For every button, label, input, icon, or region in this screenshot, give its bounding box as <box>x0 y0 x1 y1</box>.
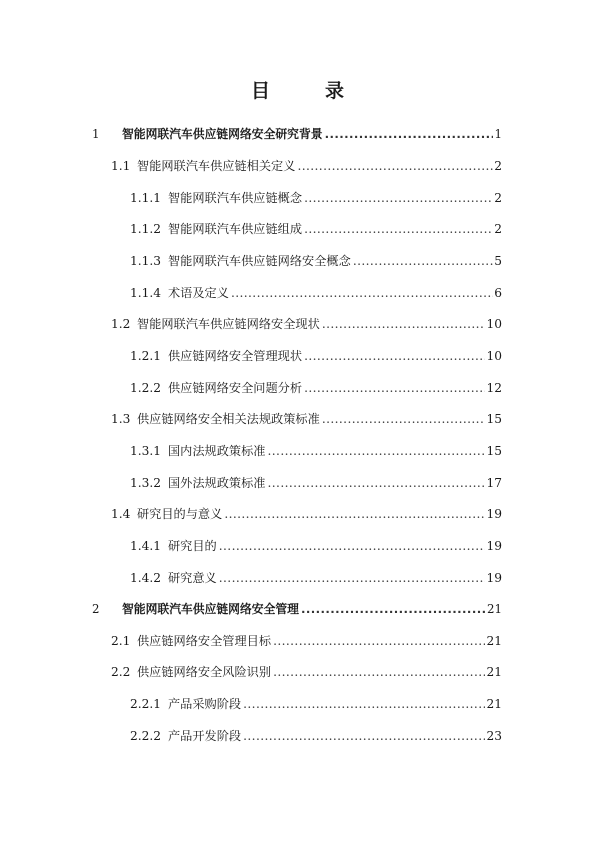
toc-leader-dots <box>322 410 486 428</box>
toc-leader-dots <box>301 600 486 618</box>
toc-number: 2.1 <box>111 634 131 648</box>
toc-label: 产品采购阶段 <box>168 697 242 711</box>
toc-leader-dots <box>273 632 485 650</box>
toc-label: 供应链网络安全管理目标 <box>137 634 272 648</box>
toc-page-number: 2 <box>494 222 502 236</box>
toc-entry[interactable] <box>130 727 502 745</box>
toc-leader-dots <box>304 347 485 365</box>
toc-label: 智能网联汽车供应链网络安全现状 <box>137 317 320 331</box>
toc-page-number: 10 <box>486 317 502 331</box>
toc-leader-dots <box>353 252 493 270</box>
toc-number: 1.1 <box>111 159 131 173</box>
toc-leader-dots <box>304 220 493 238</box>
toc-number: 1.3 <box>111 412 131 426</box>
toc-page-number: 21 <box>486 665 502 679</box>
toc-page-number: 5 <box>494 254 502 268</box>
toc-page-number: 12 <box>486 381 502 395</box>
toc-page-number: 19 <box>486 571 502 585</box>
toc-label: 国外法规政策标准 <box>168 476 266 490</box>
toc-entry[interactable] <box>130 442 502 460</box>
toc-number: 1.2.1 <box>130 349 162 363</box>
toc-number: 1.1.3 <box>130 254 162 268</box>
toc-page-number: 15 <box>486 444 502 458</box>
toc-label: 智能网联汽车供应链网络安全管理 <box>122 602 299 616</box>
toc-page-number: 10 <box>486 349 502 363</box>
toc-number: 1.4.1 <box>130 539 162 553</box>
toc-leader-dots <box>268 442 486 460</box>
toc-leader-dots <box>243 695 485 713</box>
toc-page-number: 21 <box>486 602 502 616</box>
toc-entry[interactable] <box>111 315 502 333</box>
toc-label: 研究目的与意义 <box>137 507 223 521</box>
toc-label: 产品开发阶段 <box>168 729 242 743</box>
page-title: 目 录 <box>250 80 362 102</box>
toc-leader-dots <box>304 379 485 397</box>
toc-label: 国内法规政策标准 <box>168 444 266 458</box>
toc-label: 智能网联汽车供应链概念 <box>168 191 303 205</box>
toc-entry[interactable] <box>130 569 502 587</box>
toc-entry[interactable] <box>111 157 502 175</box>
toc-number: 1.4.2 <box>130 571 162 585</box>
toc-leader-dots <box>304 189 493 207</box>
toc-page-number: 6 <box>494 286 502 300</box>
toc-number: 1.1.2 <box>130 222 162 236</box>
toc-label: 研究意义 <box>168 571 217 585</box>
toc-page-number: 21 <box>486 634 502 648</box>
toc-leader-dots <box>273 663 485 681</box>
toc-leader-dots <box>297 157 493 175</box>
toc-entry[interactable] <box>92 600 502 618</box>
toc-page-number: 23 <box>486 729 502 743</box>
toc-entry[interactable] <box>130 220 502 238</box>
toc-number: 1.3.2 <box>130 476 162 490</box>
toc-page-number: 19 <box>486 507 502 521</box>
toc-leader-dots <box>243 727 485 745</box>
toc-label: 智能网联汽车供应链组成 <box>168 222 303 236</box>
toc-page-number: 21 <box>486 697 502 711</box>
toc-entry[interactable] <box>130 347 502 365</box>
toc-label: 智能网联汽车供应链网络安全研究背景 <box>122 127 323 141</box>
toc-number: 1.2.2 <box>130 381 162 395</box>
toc-page-number: 17 <box>486 476 502 490</box>
toc-leader-dots <box>219 569 486 587</box>
toc-entry[interactable] <box>111 505 502 523</box>
toc-number: 1.1.1 <box>130 191 162 205</box>
toc-number: 1 <box>92 127 100 141</box>
toc-entry[interactable] <box>111 632 502 650</box>
toc-entry[interactable] <box>130 284 502 302</box>
toc-entry[interactable] <box>130 537 502 555</box>
toc-number: 2.2.2 <box>130 729 162 743</box>
toc-label: 供应链网络安全管理现状 <box>168 349 303 363</box>
toc-page-number: 19 <box>486 539 502 553</box>
toc-label: 供应链网络安全风险识别 <box>137 665 272 679</box>
toc-leader-dots <box>224 505 485 523</box>
toc-leader-dots <box>325 125 494 143</box>
toc-entry[interactable] <box>92 125 502 143</box>
toc-number: 2.2 <box>111 665 131 679</box>
toc-label: 研究目的 <box>168 539 217 553</box>
toc-entry[interactable] <box>130 189 502 207</box>
toc-label: 智能网联汽车供应链相关定义 <box>137 159 296 173</box>
toc-number: 2.2.1 <box>130 697 162 711</box>
toc-leader-dots <box>219 537 486 555</box>
toc-number: 1.3.1 <box>130 444 162 458</box>
toc-label: 术语及定义 <box>168 286 229 300</box>
toc-leader-dots <box>268 474 486 492</box>
toc-entry[interactable] <box>130 695 502 713</box>
toc-entry[interactable] <box>130 474 502 492</box>
toc-entry[interactable] <box>111 410 502 428</box>
toc-number: 1.4 <box>111 507 131 521</box>
toc-page-number: 1 <box>494 127 502 141</box>
toc-page-number: 2 <box>494 159 502 173</box>
toc-number: 2 <box>92 602 100 616</box>
toc-entry[interactable] <box>130 379 502 397</box>
toc-entry[interactable] <box>111 663 502 681</box>
toc-label: 智能网联汽车供应链网络安全概念 <box>168 254 351 268</box>
toc-entry[interactable] <box>130 252 502 270</box>
toc-number: 1.1.4 <box>130 286 162 300</box>
toc-page-number: 15 <box>486 412 502 426</box>
toc-label: 供应链网络安全相关法规政策标准 <box>137 412 320 426</box>
toc-label: 供应链网络安全问题分析 <box>168 381 303 395</box>
toc-leader-dots <box>322 315 486 333</box>
toc-page-number: 2 <box>494 191 502 205</box>
toc-leader-dots <box>231 284 493 302</box>
toc-number: 1.2 <box>111 317 131 331</box>
